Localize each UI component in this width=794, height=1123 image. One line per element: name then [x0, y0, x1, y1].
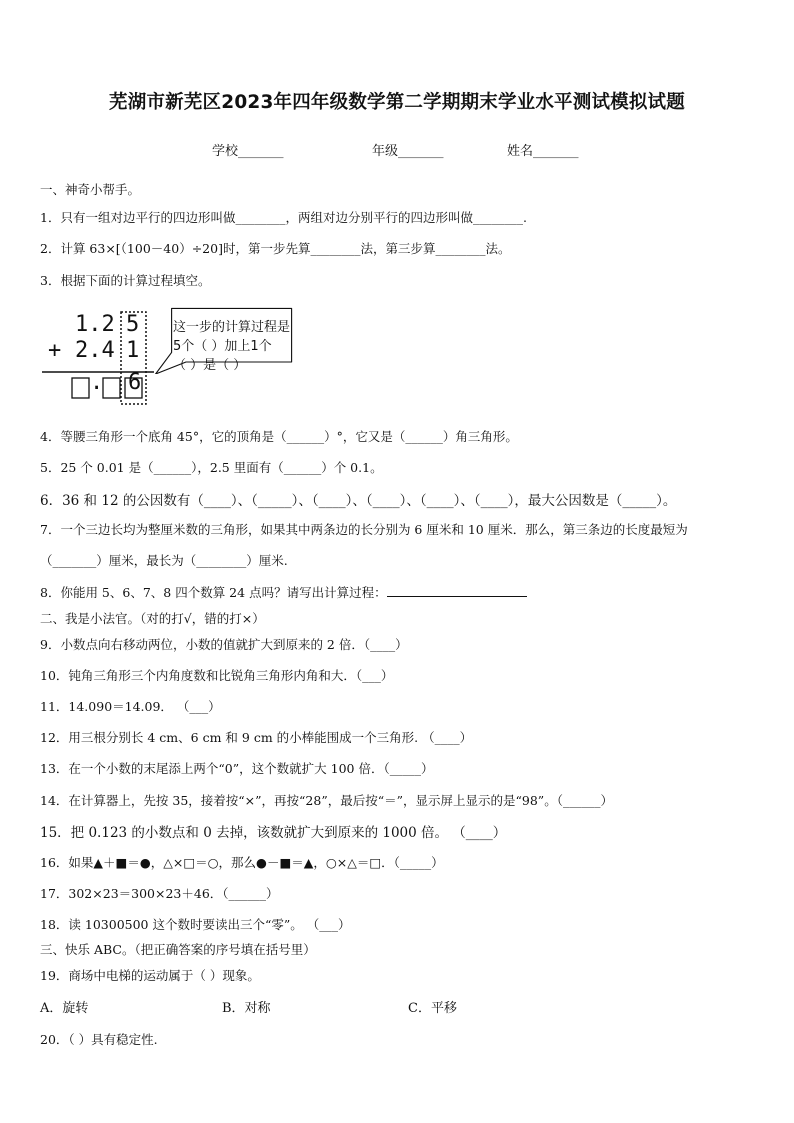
addend-1: 1.2 — [75, 312, 115, 337]
question-20: 20．（ ）具有稳定性. — [40, 1032, 158, 1047]
question-17: 17．302×23＝300×23＋46．（______） — [40, 886, 279, 901]
question-7-line-1: 7．一个三边长均为整厘米数的三角形，如果其中两条边的长分别为 6 厘米和 10 厘米．那么，第三条边的长度最短为 — [40, 522, 688, 537]
question-8-text: 8．你能用 5、6、7、8 四个数算 24 点吗？请写出计算过程： — [40, 585, 387, 600]
addend-2: 2.4 — [75, 338, 115, 363]
question-3: 3．根据下面的计算过程填空。 — [40, 273, 211, 288]
result-box-1 — [72, 378, 89, 398]
bubble-line-3: （ ）是（ ） — [173, 358, 247, 373]
section-heading-1: 一、神奇小帮手。 — [40, 182, 141, 197]
bubble-line-2: 5个（ ）加上1个 — [173, 339, 272, 354]
question-18: 18．读 10300500 这个数时要读出三个“零”。 （___） — [40, 917, 351, 932]
question-19: 19．商场中电梯的运动属于（ ）现象。 — [40, 968, 260, 983]
result-box-2 — [103, 378, 120, 398]
bubble-line-1: 这一步的计算过程是 — [173, 320, 291, 335]
option-c: C．平移 — [408, 1001, 457, 1016]
question-1: 1．只有一组对边平行的四边形叫做________，两组对边分别平行的四边形叫做________. — [40, 210, 527, 225]
question-10: 10．钝角三角形三个内角度数和比锐角三角形内角和大．（___） — [40, 668, 394, 683]
addend-2-last-digit: 1 — [126, 338, 140, 363]
question-13: 13．在一个小数的末尾添上两个“0”，这个数就扩大 100 倍．（_____） — [40, 761, 434, 776]
option-a: A．旋转 — [40, 1001, 89, 1016]
result-decimal-point: . — [90, 370, 104, 395]
question-2: 2．计算 63×[（100－40）÷20]时，第一步先算________法，第三步算________法。 — [40, 241, 511, 256]
question-7-line-2: （_______）厘米，最长为（________）厘米. — [40, 553, 288, 568]
school-field: 学校_______ — [212, 144, 284, 159]
plus-sign: + — [48, 338, 62, 363]
question-16: 16．如果▲＋■＝●，△×□＝○，那么●－■＝▲，○×△＝□．（_____） — [40, 855, 444, 870]
option-b: B．对称 — [222, 1001, 271, 1016]
answer-blank — [387, 584, 527, 597]
question-9: 9．小数点向右移动两位，小数的值就扩大到原来的 2 倍．（____） — [40, 637, 408, 652]
addend-1-last-digit: 5 — [126, 312, 140, 337]
question-8 — [40, 583, 527, 601]
question-4: 4．等腰三角形一个底角 45°，它的顶角是（______）°，它又是（______）角三角形。 — [40, 429, 518, 444]
question-5: 5．25 个 0.01 是（______），2.5 里面有（______）个 0.1。 — [40, 460, 383, 475]
question-11: 11．14.090＝14.09． （___） — [40, 699, 221, 714]
question-6: 6．36 和 12 的公因数有（____）、（_____）、（____）、（____）、（____）、（____），最大公因数是（_____）。 — [40, 493, 677, 509]
grade-field: 年级_______ — [372, 144, 444, 159]
result-last-digit: 6 — [128, 370, 142, 395]
name-field: 姓名_______ — [507, 144, 579, 159]
page-title: 芜湖市新芜区2023年四年级数学第二学期期末学业水平测试模拟试题 — [109, 92, 685, 113]
result-box-3 — [125, 378, 142, 398]
section-heading-2: 二、我是小法官。（对的打√，错的打×） — [40, 611, 265, 626]
question-12: 12．用三根分别长 4 cm、6 cm 和 9 cm 的小棒能围成一个三角形. （____） — [40, 730, 473, 745]
section-heading-3: 三、快乐 ABC。（把正确答案的序号填在括号里） — [40, 942, 316, 957]
question-15: 15．把 0.123 的小数点和 0 去掉，该数就扩大到原来的 1000 倍。 （____） — [40, 825, 507, 841]
question-14: 14．在计算器上，先按 35，接着按“×”，再按“28”，最后按“＝”，显示屏上显示的是“98”。（______） — [40, 793, 613, 808]
